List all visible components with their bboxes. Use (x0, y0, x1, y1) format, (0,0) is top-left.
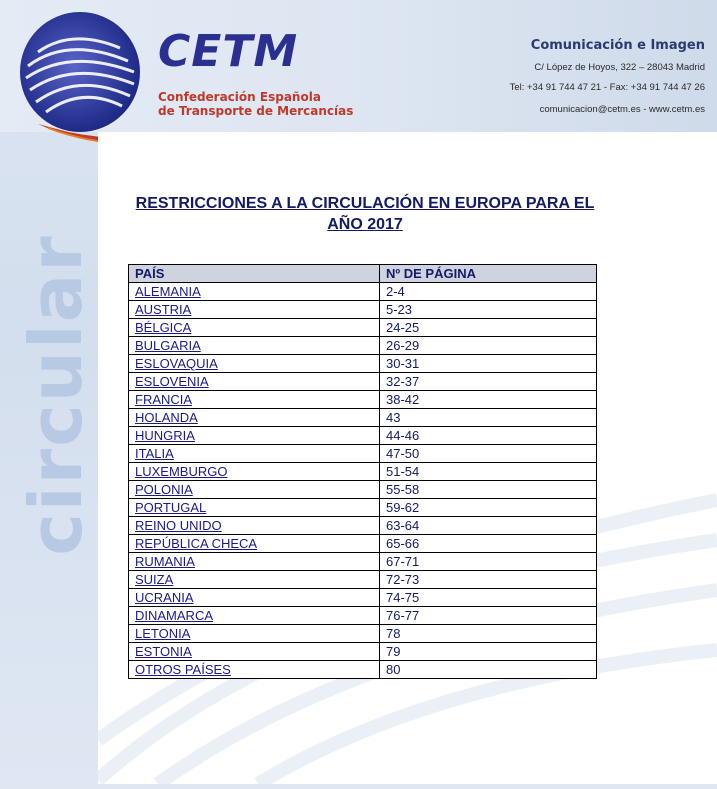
country-link[interactable]: AUSTRIA (135, 302, 192, 317)
page-range-cell: 51-54 (380, 463, 597, 481)
page-range-cell: 24-25 (380, 319, 597, 337)
page-range-cell: 43 (380, 409, 597, 427)
country-link[interactable]: POLONIA (135, 482, 193, 497)
country-link[interactable]: BULGARIA (135, 338, 201, 353)
country-link[interactable]: HOLANDA (135, 410, 198, 425)
table-row (129, 643, 597, 661)
country-cell (129, 445, 380, 463)
country-cell (129, 499, 380, 517)
table-row (129, 517, 597, 535)
table-row (129, 301, 597, 319)
country-link[interactable]: HUNGRIA (135, 428, 195, 443)
phone-fax: Tel: +34 91 744 47 21 - Fax: +34 91 744 47 26 (509, 82, 705, 93)
country-link[interactable]: SUIZA (135, 572, 174, 587)
country-link[interactable]: BÉLGICA (135, 320, 192, 335)
page-range-cell: 32-37 (380, 373, 597, 391)
country-link[interactable]: ALEMANIA (135, 284, 201, 299)
document-title (130, 193, 600, 235)
table-row (129, 625, 597, 643)
page-range-cell: 63-64 (380, 517, 597, 535)
table-row (129, 319, 597, 337)
table-row (129, 607, 597, 625)
table-header-row (129, 265, 597, 283)
country-link[interactable]: REPÚBLICA CHECA (135, 536, 258, 551)
table-row (129, 373, 597, 391)
table-row (129, 463, 597, 481)
country-cell (129, 517, 380, 535)
brand-subtitle (158, 90, 353, 118)
country-link[interactable]: UCRANIA (135, 590, 194, 605)
table-row (129, 409, 597, 427)
page-range-cell: 55-58 (380, 481, 597, 499)
country-cell (129, 607, 380, 625)
country-cell (129, 463, 380, 481)
page-range-cell: 30-31 (380, 355, 597, 373)
title-line-1: RESTRICCIONES A LA CIRCULACIÓN EN EUROPA PARA EL (135, 195, 595, 212)
country-link[interactable]: LUXEMBURGO (135, 464, 228, 479)
table-row (129, 553, 597, 571)
country-cell (129, 373, 380, 391)
circular-side-label: circular (14, 234, 98, 556)
country-cell (129, 571, 380, 589)
table-row (129, 283, 597, 301)
brand-name: CETM (158, 26, 299, 77)
table-body (129, 283, 597, 679)
title-line-2: AÑO 2017 (327, 216, 403, 233)
table-row (129, 391, 597, 409)
brand-subtitle-line2: de Transporte de Mercancías (158, 104, 354, 118)
country-link[interactable]: DINAMARCA (135, 608, 214, 623)
country-link[interactable]: PORTUGAL (135, 500, 207, 515)
country-link[interactable]: LETONIA (135, 626, 191, 641)
brand-subtitle-line1: Confederación Española (158, 90, 321, 104)
country-cell (129, 319, 380, 337)
country-cell (129, 535, 380, 553)
table-row (129, 499, 597, 517)
country-cell (129, 337, 380, 355)
country-link[interactable]: REINO UNIDO (135, 518, 222, 533)
country-link[interactable]: FRANCIA (135, 392, 193, 407)
page-range-cell: 79 (380, 643, 597, 661)
page-range-cell: 44-46 (380, 427, 597, 445)
page-range-cell: 59-62 (380, 499, 597, 517)
table-row (129, 355, 597, 373)
page-range-cell: 38-42 (380, 391, 597, 409)
page-column-header: Nº DE PÁGINA (380, 265, 597, 283)
table-row (129, 661, 597, 679)
country-cell (129, 283, 380, 301)
page-range-cell: 5-23 (380, 301, 597, 319)
country-cell (129, 409, 380, 427)
page-range-cell: 47-50 (380, 445, 597, 463)
page-range-cell: 74-75 (380, 589, 597, 607)
country-cell (129, 625, 380, 643)
table-row (129, 445, 597, 463)
address: C/ López de Hoyos, 322 – 28043 Madrid (534, 62, 705, 73)
country-cell (129, 643, 380, 661)
country-link[interactable]: ESLOVENIA (135, 374, 209, 389)
page-range-cell: 72-73 (380, 571, 597, 589)
country-cell (129, 427, 380, 445)
page-range-cell: 80 (380, 661, 597, 679)
country-cell (129, 661, 380, 679)
table-row (129, 589, 597, 607)
table-row (129, 337, 597, 355)
department-title: Comunicación e Imagen (530, 38, 705, 53)
country-link[interactable]: OTROS PAÍSES (135, 662, 231, 677)
country-cell (129, 553, 380, 571)
table-row (129, 427, 597, 445)
page-range-cell: 76-77 (380, 607, 597, 625)
country-link[interactable]: ITALIA (135, 446, 174, 461)
page-range-cell: 2-4 (380, 283, 597, 301)
table-row (129, 571, 597, 589)
page-range-cell: 26-29 (380, 337, 597, 355)
country-link[interactable]: ESLOVAQUIA (135, 356, 218, 371)
country-cell (129, 589, 380, 607)
page-range-cell: 65-66 (380, 535, 597, 553)
table-row (129, 481, 597, 499)
page-range-cell: 78 (380, 625, 597, 643)
table-row (129, 535, 597, 553)
page-range-cell: 67-71 (380, 553, 597, 571)
country-column-header: PAÍS (129, 265, 380, 283)
country-cell (129, 391, 380, 409)
country-cell (129, 301, 380, 319)
email-web: comunicacion@cetm.es - www.cetm.es (539, 104, 705, 115)
restrictions-index-table (128, 264, 597, 679)
country-cell (129, 355, 380, 373)
country-cell (129, 481, 380, 499)
country-link[interactable]: ESTONIA (135, 644, 192, 659)
country-link[interactable]: RUMANIA (135, 554, 195, 569)
